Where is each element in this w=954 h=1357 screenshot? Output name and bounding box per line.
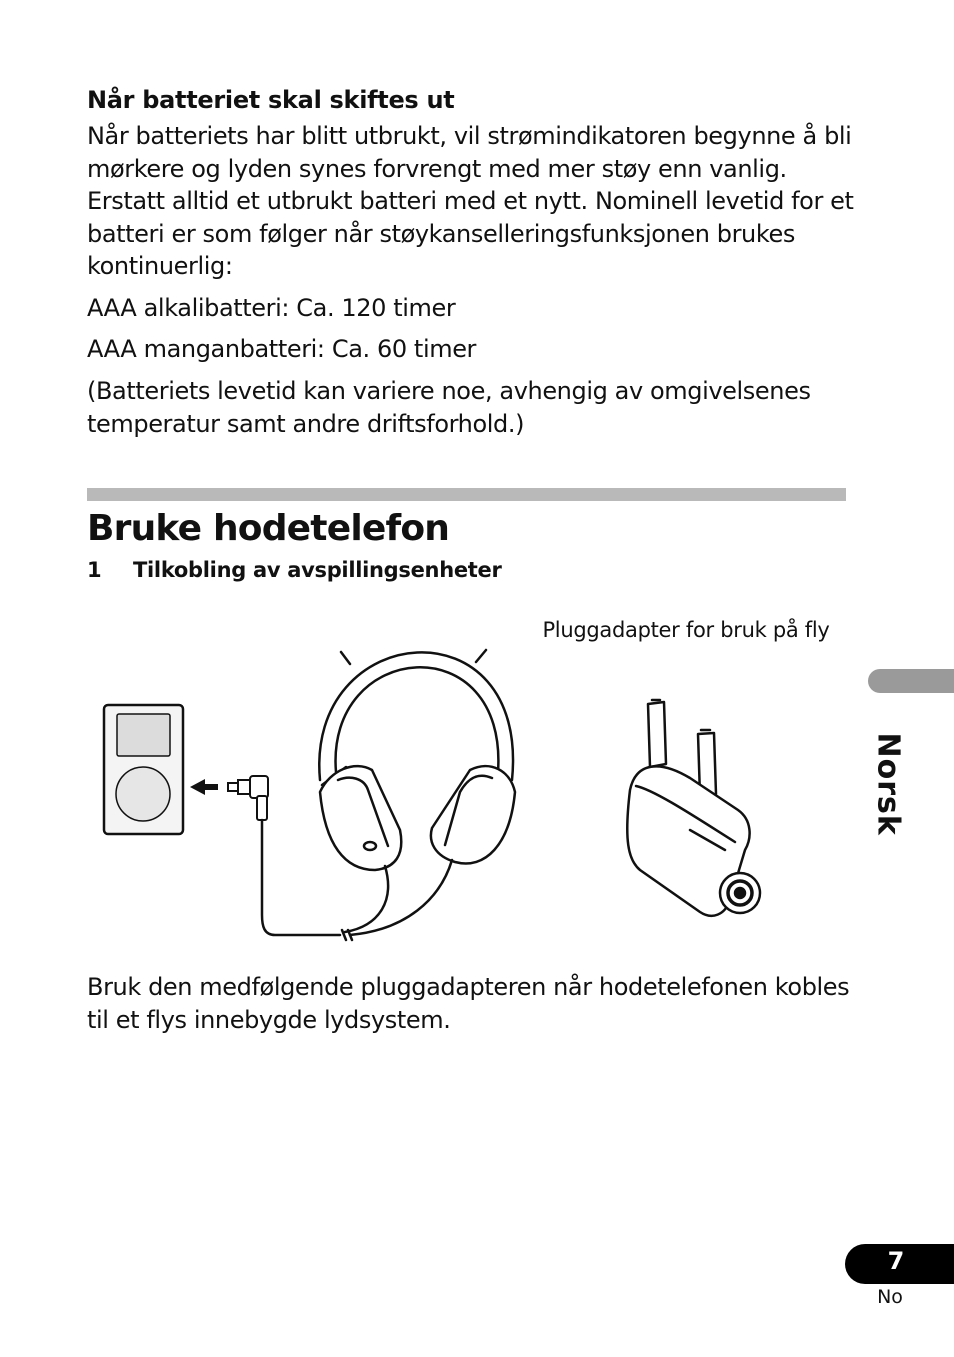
battery-manganese: AAA manganbatteri: Ca. 60 timer bbox=[87, 335, 477, 363]
page-number: 7 bbox=[887, 1247, 905, 1275]
adapter-caption: Pluggadapter for bruk på fly bbox=[542, 618, 830, 642]
battery-heading: Når batteriet skal skiftes ut bbox=[87, 86, 455, 114]
language-tab-label: Norsk bbox=[870, 732, 906, 836]
adapter-instruction: Bruk den medfølgende pluggadapteren når hodetelefonen kobles til et flys innebygde lydsystem. bbox=[87, 973, 850, 1034]
page-language-code: No bbox=[877, 1286, 903, 1308]
step-number: 1 bbox=[87, 558, 102, 582]
language-tab-bar bbox=[868, 669, 954, 693]
battery-note: (Batteriets levetid kan variere noe, avhengig av omgivelsenes temperatur samt andre driftsforhold.) bbox=[87, 377, 811, 438]
battery-paragraph: Når batteriets har blitt utbrukt, vil strømindikatoren begynne å bli mørkere og lyden synes forvrengt med mer støy enn vanlig. Erstatt alltid et utbrukt batteri med et nytt. Nominell levetid for et batteri er som følger når støykanselleringsfunksjonen brukes kontinuerlig: bbox=[87, 122, 854, 280]
section-title: Bruke hodetelefon bbox=[87, 508, 450, 549]
step-title: Tilkobling av avspillingsenheter bbox=[133, 558, 502, 582]
battery-alkaline: AAA alkalibatteri: Ca. 120 timer bbox=[87, 294, 456, 322]
